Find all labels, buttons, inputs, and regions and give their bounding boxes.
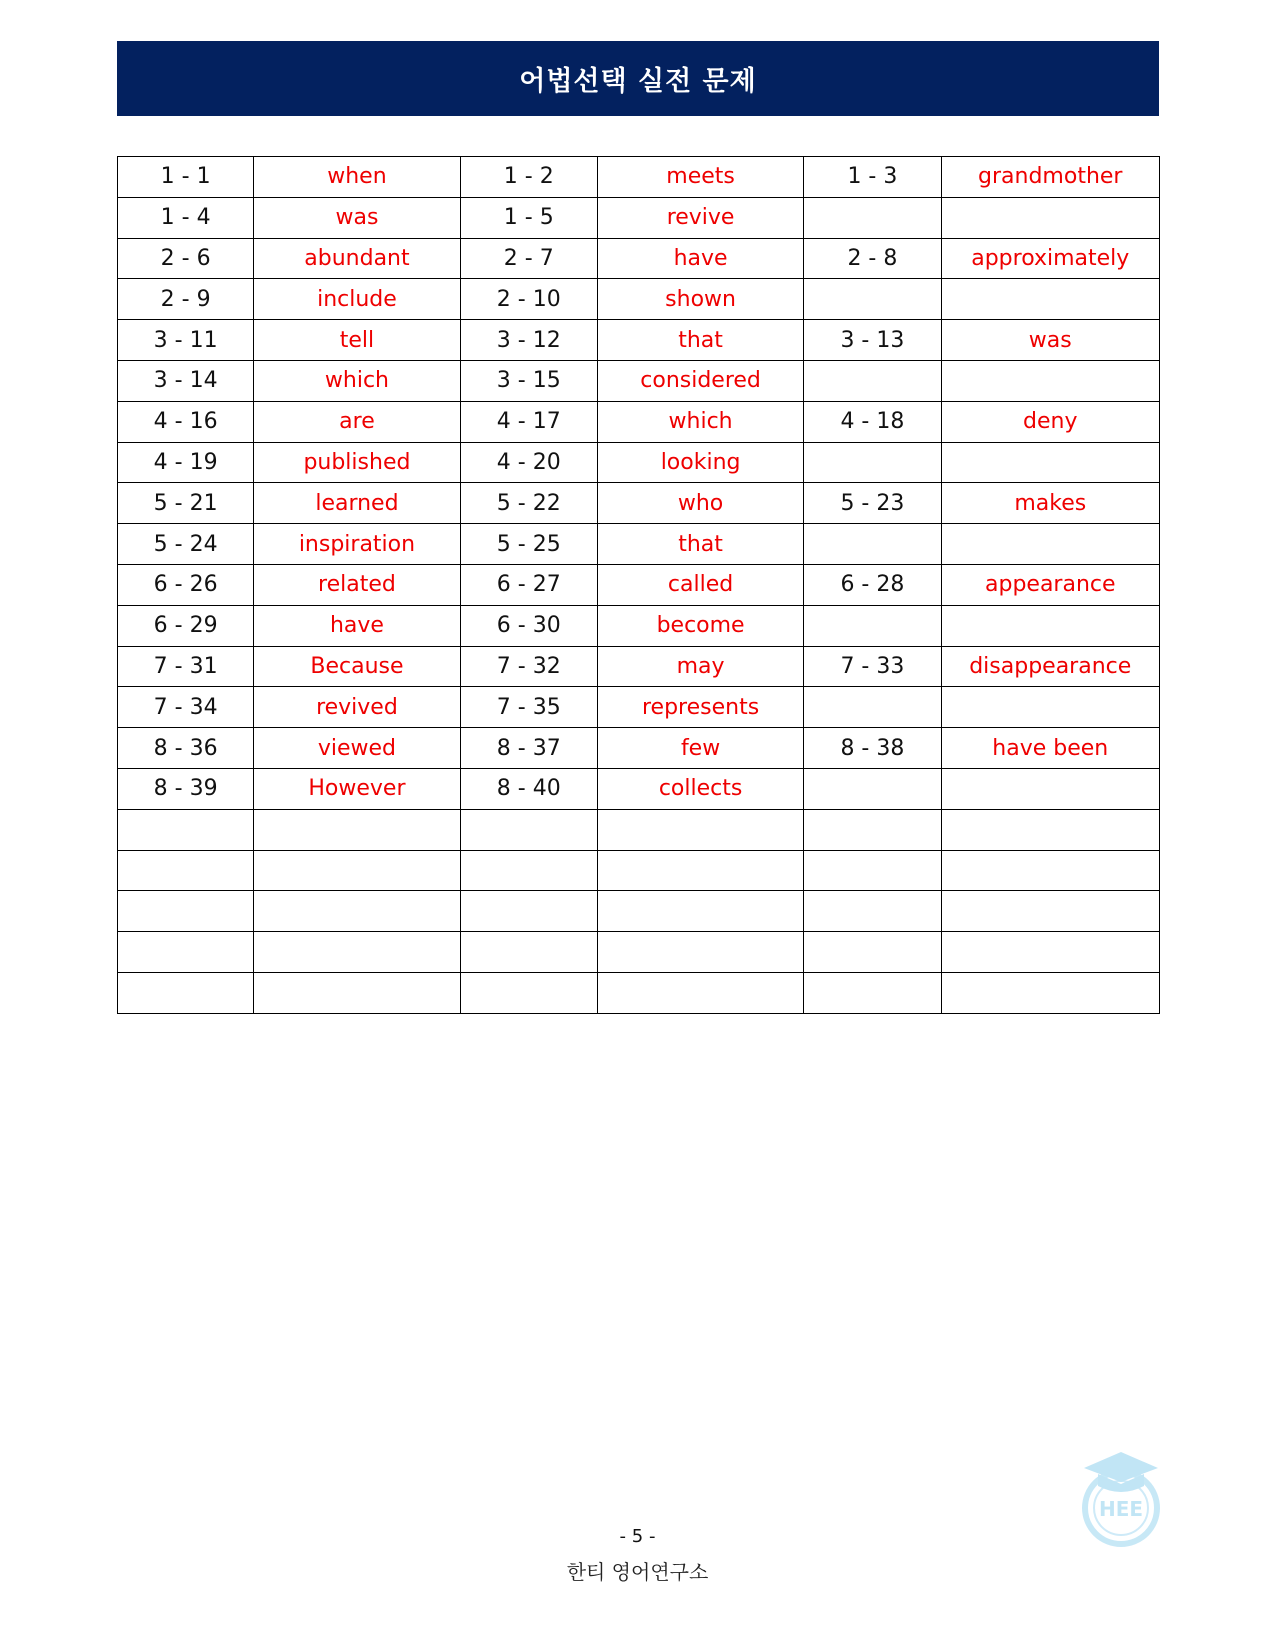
answer-cell: However [254, 768, 460, 809]
answer-cell [941, 197, 1159, 238]
table-row [118, 157, 1160, 198]
answer-cell: revived [254, 687, 460, 728]
question-number-cell: 7 - 35 [460, 687, 597, 728]
table-row [118, 564, 1160, 605]
question-number-cell: 5 - 25 [460, 524, 597, 565]
answer-cell: related [254, 564, 460, 605]
question-number-cell: 5 - 24 [118, 524, 254, 565]
answer-cell: called [597, 564, 803, 605]
answer-cell: makes [941, 483, 1159, 524]
question-number-cell [804, 442, 941, 483]
question-number-cell: 7 - 32 [460, 646, 597, 687]
table-row [118, 401, 1160, 442]
answer-cell: viewed [254, 728, 460, 769]
answer-cell [597, 891, 803, 932]
question-number-cell: 6 - 30 [460, 605, 597, 646]
answer-cell [254, 932, 460, 973]
question-number-cell: 3 - 13 [804, 320, 941, 361]
question-number-cell: 4 - 18 [804, 401, 941, 442]
question-number-cell [460, 809, 597, 850]
answer-cell: deny [941, 401, 1159, 442]
table-row [118, 605, 1160, 646]
question-number-cell: 6 - 28 [804, 564, 941, 605]
answer-cell [941, 279, 1159, 320]
answer-cell: published [254, 442, 460, 483]
question-number-cell: 2 - 9 [118, 279, 254, 320]
question-number-cell: 8 - 37 [460, 728, 597, 769]
question-number-cell: 4 - 19 [118, 442, 254, 483]
table-row [118, 891, 1160, 932]
question-number-cell: 1 - 2 [460, 157, 597, 198]
answer-cell: when [254, 157, 460, 198]
answer-cell: abundant [254, 238, 460, 279]
question-number-cell: 8 - 40 [460, 768, 597, 809]
question-number-cell [460, 891, 597, 932]
answer-cell: appearance [941, 564, 1159, 605]
question-number-cell [804, 605, 941, 646]
question-number-cell [460, 932, 597, 973]
question-number-cell: 7 - 34 [118, 687, 254, 728]
table-row [118, 483, 1160, 524]
answer-cell [254, 891, 460, 932]
table-row [118, 238, 1160, 279]
answer-cell: tell [254, 320, 460, 361]
question-number-cell: 4 - 17 [460, 401, 597, 442]
answer-cell: have [254, 605, 460, 646]
question-number-cell: 2 - 6 [118, 238, 254, 279]
question-number-cell: 3 - 15 [460, 360, 597, 401]
answer-cell: inspiration [254, 524, 460, 565]
question-number-cell [460, 850, 597, 891]
answer-cell: become [597, 605, 803, 646]
question-number-cell [118, 932, 254, 973]
question-number-cell: 6 - 27 [460, 564, 597, 605]
table-row [118, 687, 1160, 728]
answer-cell: have [597, 238, 803, 279]
answer-cell [941, 687, 1159, 728]
table-row [118, 972, 1160, 1013]
question-number-cell: 3 - 14 [118, 360, 254, 401]
question-number-cell: 5 - 23 [804, 483, 941, 524]
question-number-cell: 1 - 4 [118, 197, 254, 238]
question-number-cell [804, 932, 941, 973]
answer-cell [941, 360, 1159, 401]
answer-cell [941, 891, 1159, 932]
question-number-cell: 6 - 29 [118, 605, 254, 646]
answer-cell [941, 932, 1159, 973]
question-number-cell: 6 - 26 [118, 564, 254, 605]
page-number: - 5 - [619, 1526, 656, 1547]
answer-cell: approximately [941, 238, 1159, 279]
answer-cell [597, 932, 803, 973]
page-title: 어법선택 실전 문제 [519, 66, 757, 97]
table-row [118, 360, 1160, 401]
question-number-cell: 8 - 38 [804, 728, 941, 769]
question-number-cell: 8 - 36 [118, 728, 254, 769]
answer-cell: that [597, 320, 803, 361]
answer-cell [941, 524, 1159, 565]
question-number-cell [804, 687, 941, 728]
page-title-banner [117, 41, 1159, 116]
question-number-cell: 5 - 21 [118, 483, 254, 524]
question-number-cell [804, 850, 941, 891]
answer-cell: shown [597, 279, 803, 320]
answer-cell [941, 768, 1159, 809]
answer-cell: may [597, 646, 803, 687]
answer-cell: which [254, 360, 460, 401]
question-number-cell [118, 850, 254, 891]
question-number-cell [804, 809, 941, 850]
question-number-cell [804, 891, 941, 932]
answer-cell: include [254, 279, 460, 320]
question-number-cell [460, 972, 597, 1013]
answer-cell [941, 972, 1159, 1013]
answer-cell: who [597, 483, 803, 524]
question-number-cell: 1 - 5 [460, 197, 597, 238]
answer-cell [254, 850, 460, 891]
question-number-cell [804, 972, 941, 1013]
answer-cell [597, 972, 803, 1013]
question-number-cell: 5 - 22 [460, 483, 597, 524]
question-number-cell: 3 - 11 [118, 320, 254, 361]
answer-cell: represents [597, 687, 803, 728]
logo-text: HEE [1098, 1497, 1144, 1521]
table-row [118, 768, 1160, 809]
answer-cell: are [254, 401, 460, 442]
table-row [118, 279, 1160, 320]
answer-cell: few [597, 728, 803, 769]
question-number-cell [118, 891, 254, 932]
question-number-cell: 1 - 1 [118, 157, 254, 198]
answer-cell [941, 850, 1159, 891]
table-row [118, 442, 1160, 483]
answer-cell: which [597, 401, 803, 442]
question-number-cell [118, 972, 254, 1013]
answer-cell [254, 972, 460, 1013]
answer-cell [254, 809, 460, 850]
question-number-cell: 8 - 39 [118, 768, 254, 809]
question-number-cell: 4 - 20 [460, 442, 597, 483]
answer-cell [941, 809, 1159, 850]
question-number-cell [804, 360, 941, 401]
question-number-cell: 1 - 3 [804, 157, 941, 198]
answer-cell: meets [597, 157, 803, 198]
table-row [118, 809, 1160, 850]
question-number-cell: 2 - 8 [804, 238, 941, 279]
table-row [118, 850, 1160, 891]
table-row [118, 728, 1160, 769]
question-number-cell: 3 - 12 [460, 320, 597, 361]
table-row [118, 197, 1160, 238]
publisher-name: 한티 영어연구소 [566, 1560, 709, 1584]
table-row [118, 524, 1160, 565]
question-number-cell: 4 - 16 [118, 401, 254, 442]
question-number-cell [804, 197, 941, 238]
question-number-cell: 7 - 31 [118, 646, 254, 687]
table-row [118, 646, 1160, 687]
answer-cell: disappearance [941, 646, 1159, 687]
answer-table [117, 156, 1160, 1014]
answer-cell: learned [254, 483, 460, 524]
question-number-cell [118, 809, 254, 850]
answer-table-body [118, 157, 1160, 1014]
question-number-cell [804, 768, 941, 809]
table-row [118, 320, 1160, 361]
answer-cell: grandmother [941, 157, 1159, 198]
table-row [118, 932, 1160, 973]
answer-cell: Because [254, 646, 460, 687]
answer-cell: looking [597, 442, 803, 483]
answer-cell: considered [597, 360, 803, 401]
question-number-cell: 2 - 7 [460, 238, 597, 279]
answer-cell [597, 809, 803, 850]
answer-cell: collects [597, 768, 803, 809]
answer-cell [941, 605, 1159, 646]
answer-cell [941, 442, 1159, 483]
answer-cell: that [597, 524, 803, 565]
question-number-cell: 7 - 33 [804, 646, 941, 687]
answer-cell: revive [597, 197, 803, 238]
answer-cell [597, 850, 803, 891]
question-number-cell [804, 524, 941, 565]
answer-cell: was [941, 320, 1159, 361]
answer-cell: was [254, 197, 460, 238]
question-number-cell: 2 - 10 [460, 279, 597, 320]
question-number-cell [804, 279, 941, 320]
answer-cell: have been [941, 728, 1159, 769]
